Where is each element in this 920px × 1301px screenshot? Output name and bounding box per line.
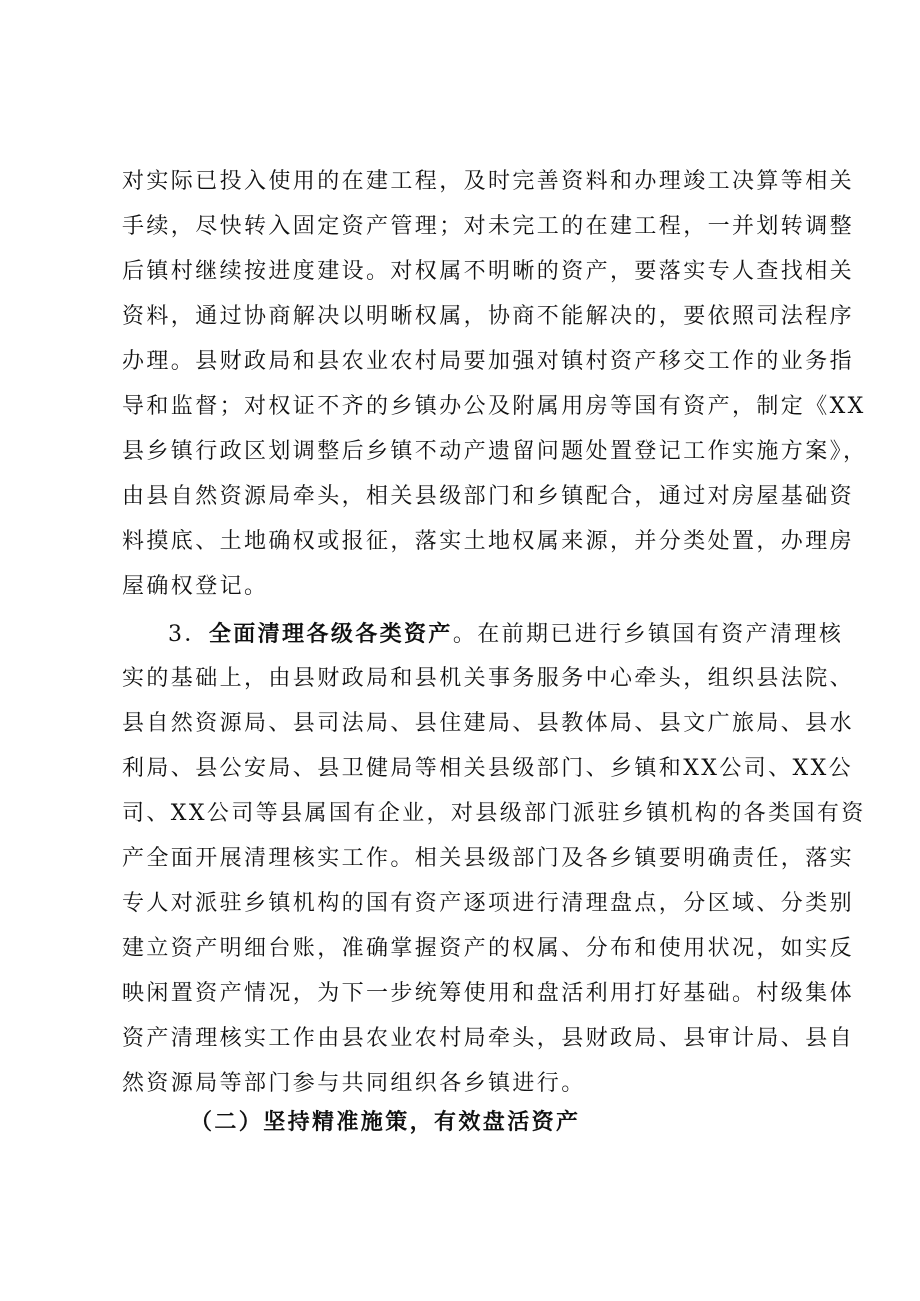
paragraph-line: 然资源局等部门参与共同组织各乡镇进行。 — [122, 1071, 586, 1096]
paragraph-line: 办理。县财政局和县农业农村局要加强对镇村资产移交工作的业务指 — [122, 349, 855, 374]
item-heading: 全面清理各级各类资产 — [208, 621, 453, 647]
paragraph-line: 专人对派驻乡镇机构的国有资产逐项进行清理盘点，分区域、分类别 — [122, 891, 855, 916]
paragraph-line: 司、XX公司等县属国有企业，对县级部门派驻乡镇机构的各类国有资 — [122, 801, 866, 826]
paragraph-line: 手续，尽快转入固定资产管理；对未完工的在建工程，一并划转调整 — [122, 214, 855, 239]
paragraph-line: 映闲置资产情况，为下一步统筹使用和盘活利用打好基础。村级集体 — [122, 981, 855, 1006]
paragraph-first-line — [168, 612, 868, 656]
paragraph-line: 县乡镇行政区划调整后乡镇不动产遗留问题处置登记工作实施方案》， — [122, 439, 868, 464]
paragraph-line: 资料，通过协商解决以明晰权属，协商不能解决的，要依照司法程序 — [122, 304, 855, 329]
paragraph-line: 利局、县公安局、县卫健局等相关县级部门、乡镇和XX公司、XX公 — [122, 756, 854, 781]
paragraph-line: 县自然资源局、县司法局、县住建局、县教体局、县文广旅局、县水 — [122, 711, 855, 736]
paragraph-line: 资产清理核实工作由县农业农村局牵头，县财政局、县审计局、县自 — [122, 1026, 855, 1051]
paragraph-line: 产全面开展清理核实工作。相关县级部门及各乡镇要明确责任，落实 — [122, 846, 855, 871]
item-number: 3． — [168, 622, 209, 647]
paragraph-line: 后镇村继续按进度建设。对权属不明晰的资产，要落实专人查找相关 — [122, 259, 855, 284]
paragraph-line: 料摸底、土地确权或报征，落实土地权属来源，并分类处置，办理房 — [122, 529, 855, 554]
section-heading: （二）坚持精准施策，有效盘活资产 — [190, 1109, 581, 1135]
paragraph-line: 实的基础上，由县财政局和县机关事务服务中心牵头，组织县法院、 — [122, 666, 855, 691]
paragraph-line: 导和监督；对权证不齐的乡镇办公及附属用房等国有资产，制定《XX — [122, 394, 866, 419]
paragraph-line: 由县自然资源局牵头，相关县级部门和乡镇配合，通过对房屋基础资 — [122, 484, 855, 509]
item-first-line-text: 。在前期已进行乡镇国有资产清理核 — [452, 622, 844, 647]
paragraph-line: 对实际已投入使用的在建工程，及时完善资料和办理竣工决算等相关 — [122, 169, 855, 194]
paragraph-line: 屋确权登记。 — [122, 574, 269, 599]
paragraph-line: 建立资产明细台账，准确掌握资产的权属、分布和使用状况，如实反 — [122, 936, 855, 961]
